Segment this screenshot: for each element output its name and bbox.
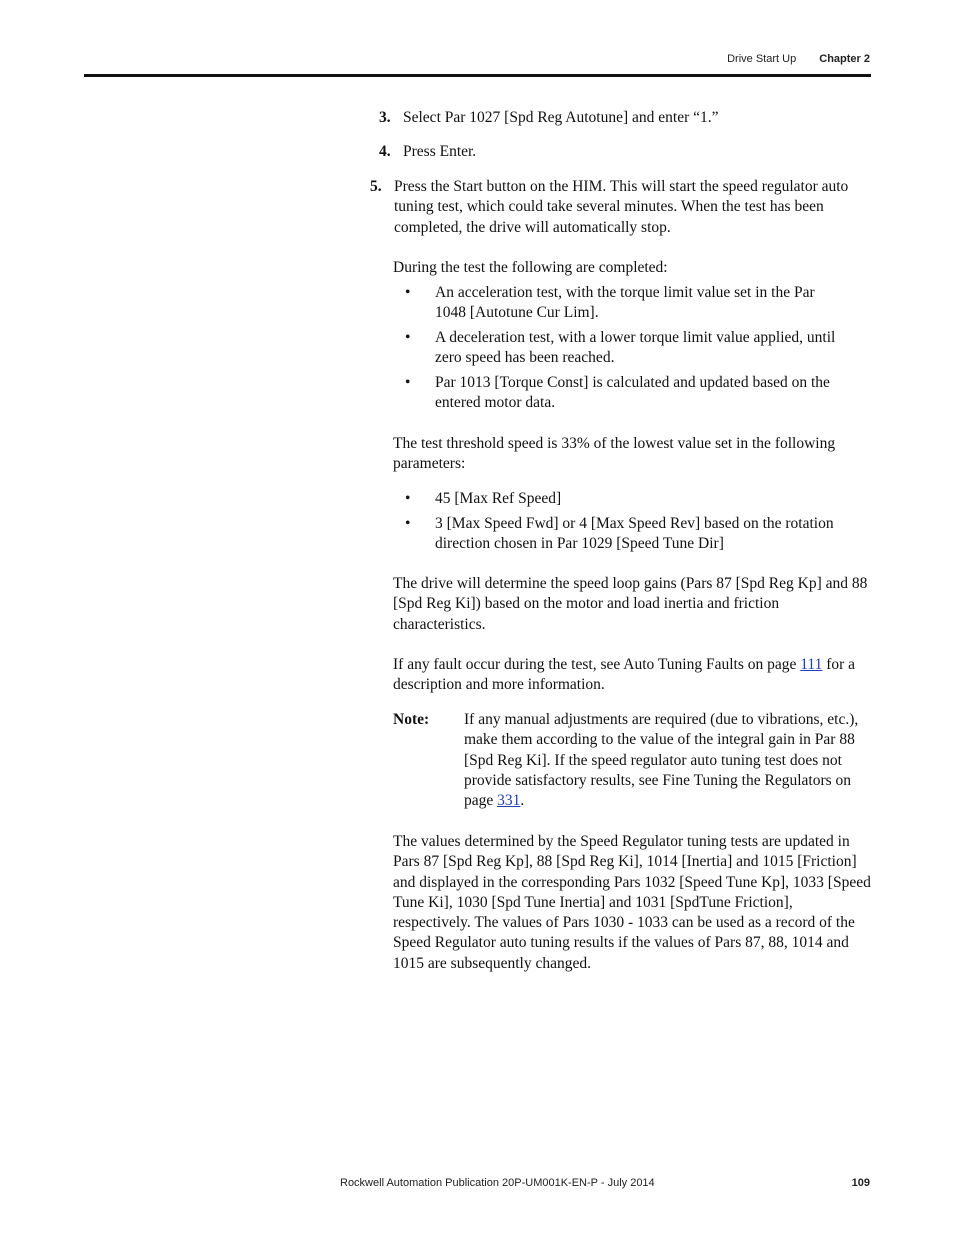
list-item [405, 328, 845, 369]
step-number: 3. [379, 109, 391, 126]
list-item-text: 3 [Max Speed Fwd] or 4 [Max Speed Rev] based on the rotation direction chosen in Par 1029 [Speed Tune Dir] [435, 515, 834, 553]
list-item-text: A deceleration test, with a lower torque limit value applied, until zero speed has been reached. [435, 329, 836, 367]
note-text [464, 710, 871, 811]
note-text-before: If any manual adjustments are required (due to vibrations, etc.), make them according to the value of the integral gain in Par 88 [Spd Reg Ki]. If the speed regulator auto tuning test does not provide satisfactory results, see Fine Tuning the Regulators on page [464, 711, 859, 810]
list-item-text: Par 1013 [Torque Const] is calculated and updated based on the entered motor data. [435, 374, 830, 412]
list-item [405, 489, 845, 509]
fault-text-before: If any fault occur during the test, see Auto Tuning Faults on page [393, 656, 801, 673]
fault-text-after: for a description and more information. [393, 656, 856, 694]
list-item [405, 283, 845, 324]
step-number: 4. [379, 143, 391, 160]
page-link-331[interactable]: 331 [497, 792, 521, 810]
note-block [393, 710, 871, 811]
page-number: 109 [851, 1177, 870, 1189]
threshold-intro: The test threshold speed is 33% of the lowest value set in the following parameters: [393, 435, 836, 473]
step-3 [379, 108, 863, 128]
during-test-intro: During the test the following are completed: [393, 259, 668, 276]
fault-paragraph [393, 655, 871, 696]
step-4 [379, 142, 863, 162]
bullet-icon: • [405, 329, 411, 346]
note-text-after: . [520, 792, 525, 810]
list-item-text: 45 [Max Ref Speed] [435, 490, 562, 507]
step-text: Press Enter. [403, 143, 477, 160]
page-link-111[interactable]: 111 [800, 656, 823, 673]
header-chapter: Chapter 2 [819, 53, 870, 65]
step-text: Select Par 1027 [Spd Reg Autotune] and enter “1.” [403, 109, 719, 126]
header-rule [84, 74, 871, 77]
header-section-title: Drive Start Up [727, 53, 797, 65]
list-item [405, 373, 845, 414]
step-number: 5. [370, 178, 382, 195]
list-item-text: An acceleration test, with the torque limit value set in the Par 1048 [Autotune Cur Lim]. [435, 284, 815, 322]
speed-loop-gains-paragraph: The drive will determine the speed loop gains (Pars 87 [Spd Reg Kp] and 88 [Spd Reg Ki]) based on the motor and load inertia and friction characteristics. [393, 575, 868, 633]
step-text: Press the Start button on the HIM. This will start the speed regulator auto tuning test, which could take several minutes. When the test has been completed, the drive will automatically stop. [394, 178, 849, 236]
step-5 [370, 177, 870, 238]
bullet-icon: • [405, 374, 411, 391]
bullet-icon: • [405, 490, 411, 507]
list-item [405, 514, 845, 555]
bullet-icon: • [405, 284, 411, 301]
running-header [727, 53, 870, 65]
tuning-values-paragraph: The values determined by the Speed Regulator tuning tests are updated in Pars 87 [Spd Reg Kp], 88 [Spd Reg Ki], 1014 [Inertia] and 1015 [Friction] and displayed in the corresponding Pars 1032 [Speed Tune Kp], 1033 [Speed Tune Ki], 1030 [Spd Tune Inertia] and 1031 [SpdTune Friction], respectively. The values of Pars 1030 - 1033 can be used as a record of the Speed Regulator auto tuning results if the values of Pars 87, 88, 1014 and 1015 are subsequently changed. [393, 833, 871, 972]
footer-publication: Rockwell Automation Publication 20P-UM001K-EN-P - July 2014 [340, 1177, 655, 1189]
bullet-icon: • [405, 515, 411, 532]
note-label: Note: [393, 711, 430, 728]
